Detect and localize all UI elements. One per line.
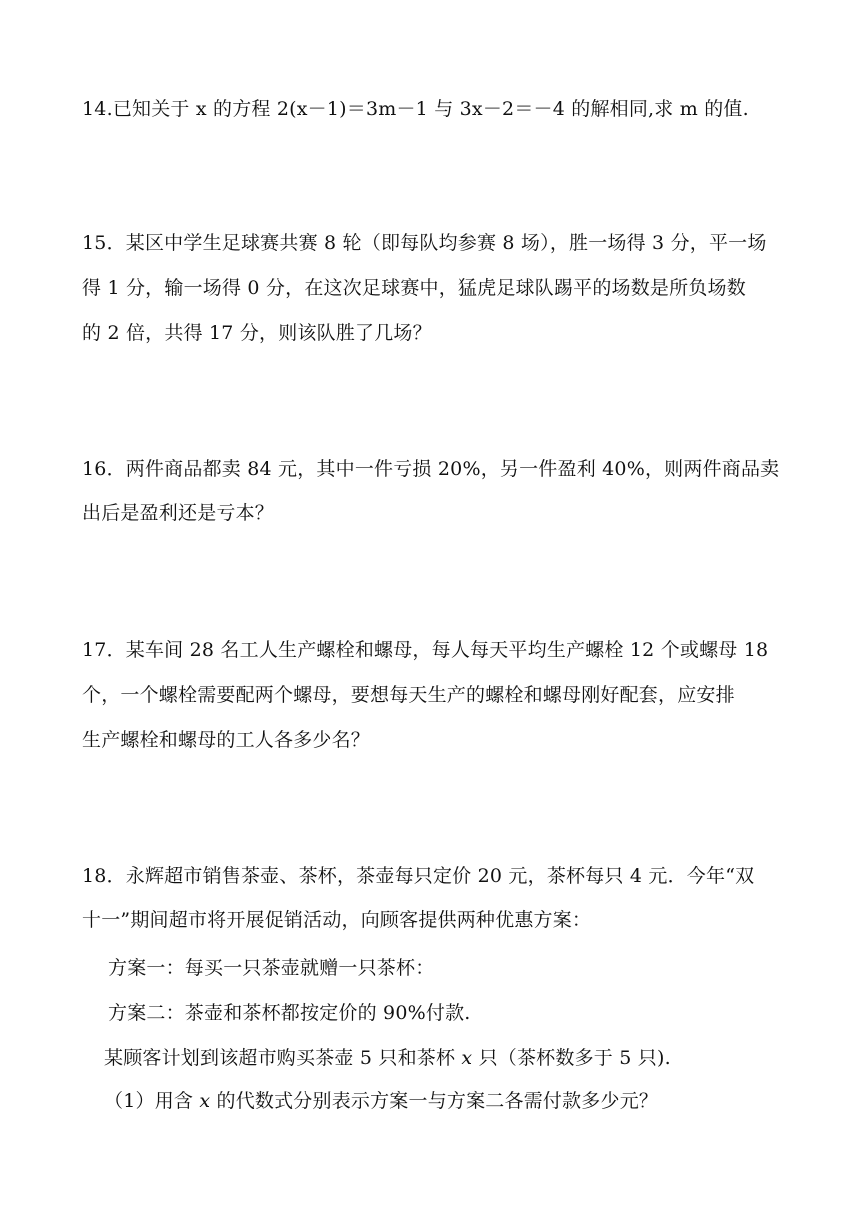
variable-x: x — [461, 1047, 473, 1069]
customer-text-before: 某顾客计划到该超市购买茶壶 5 只和茶杯 — [104, 1047, 462, 1069]
question-18-plan-2: 方案二：茶壶和茶杯都按定价的 90%付款. — [108, 1002, 471, 1024]
question-16-line-1: 16．两件商品都卖 84 元，其中一件亏损 20%，另一件盈利 40%，则两件商品卖 — [82, 458, 780, 480]
question-18-customer-line — [104, 1045, 804, 1071]
question-16-line-2: 出后是盈利还是亏本？ — [82, 502, 275, 524]
customer-text-after: 只（茶杯数多于 5 只). — [472, 1047, 671, 1069]
question-17-line-1: 17．某车间 28 名工人生产螺栓和螺母，每人每天平均生产螺栓 12 个或螺母 18 — [82, 639, 769, 661]
question-18-line-1: 18．永辉超市销售茶壶、茶杯，茶壶每只定价 20 元，茶杯每只 4 元．今年“双 — [82, 865, 755, 887]
question-15-line-2: 得 1 分，输一场得 0 分，在这次足球赛中，猛虎足球队踢平的场数是所负场数 — [82, 277, 746, 299]
subquestion-text-before: （1）用含 — [104, 1090, 200, 1112]
question-18-line-2: 十一”期间超市将开展促销活动，向顾客提供两种优惠方案： — [82, 909, 592, 931]
question-15-line-1: 15．某区中学生足球赛共赛 8 轮（即每队均参赛 8 场），胜一场得 3 分，平一场 — [82, 232, 767, 254]
subquestion-text-after: 的代数式分别表示方案一与方案二各需付款多少元？ — [210, 1090, 659, 1112]
question-17-line-2: 个，一个螺栓需要配两个螺母，要想每天生产的螺栓和螺母刚好配套，应安排 — [82, 684, 735, 706]
question-18-subquestion-1 — [104, 1088, 804, 1114]
question-17-line-3: 生产螺栓和螺母的工人各多少名？ — [82, 729, 371, 751]
question-18-plan-1: 方案一：每买一只茶壶就赠一只茶杯： — [108, 957, 435, 979]
variable-x: x — [199, 1090, 211, 1112]
question-15-line-3: 的 2 倍，共得 17 分，则该队胜了几场？ — [82, 322, 432, 344]
question-14-line-1: 14.已知关于 x 的方程 2(x－1)＝3m－1 与 3x－2＝－4 的解相同,求 m 的值. — [82, 98, 749, 120]
